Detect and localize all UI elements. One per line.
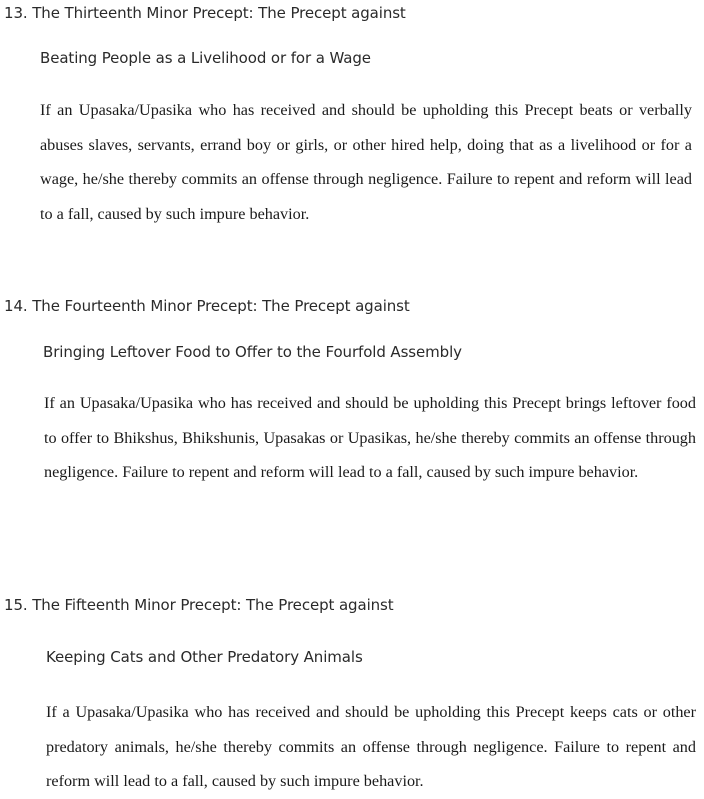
precept-heading [4,596,394,614]
precept-text: If a Upasaka/Upasika who has received and should be upholding this Precept keeps cats or other predatory animals, he/she thereby commits an offense through negligence. Failure to repent and reform will lead to a fall, caused by such impure behavior. [46,703,696,790]
precept-subtitle: Bringing Leftover Food to Offer to the Fourfold Assembly [43,343,462,361]
precept-number: 15. [4,596,28,614]
precept-heading [4,297,410,315]
precept-heading [4,4,406,22]
precept-title: The Fifteenth Minor Precept: The Precept against [32,596,394,614]
precept-title: The Thirteenth Minor Precept: The Precept against [32,4,406,22]
precept-text: If an Upasaka/Upasika who has received and should be upholding this Precept beats or verbally abuses slaves, servants, errand boy or girls, or other hired help, doing that as a livelihood or for a wage, he/she thereby commits an offense through negligence. Failure to repent and reform will lead to a fall, caused by such impure behavior. [40,101,692,223]
precept-title: The Fourteenth Minor Precept: The Precept against [32,297,410,315]
precept-text: If an Upasaka/Upasika who has received and should be upholding this Precept brings leftover food to offer to Bhikshus, Bhikshunis, Upasakas or Upasikas, he/she thereby commits an offense through negligence. Failure to repent and reform will lead to a fall, caused by such impure behavior. [44,394,696,481]
precept-subtitle: Keeping Cats and Other Predatory Animals [46,648,363,666]
precept-subtitle: Beating People as a Livelihood or for a Wage [40,49,371,67]
precept-number: 13. [4,4,28,22]
precept-number: 14. [4,297,28,315]
